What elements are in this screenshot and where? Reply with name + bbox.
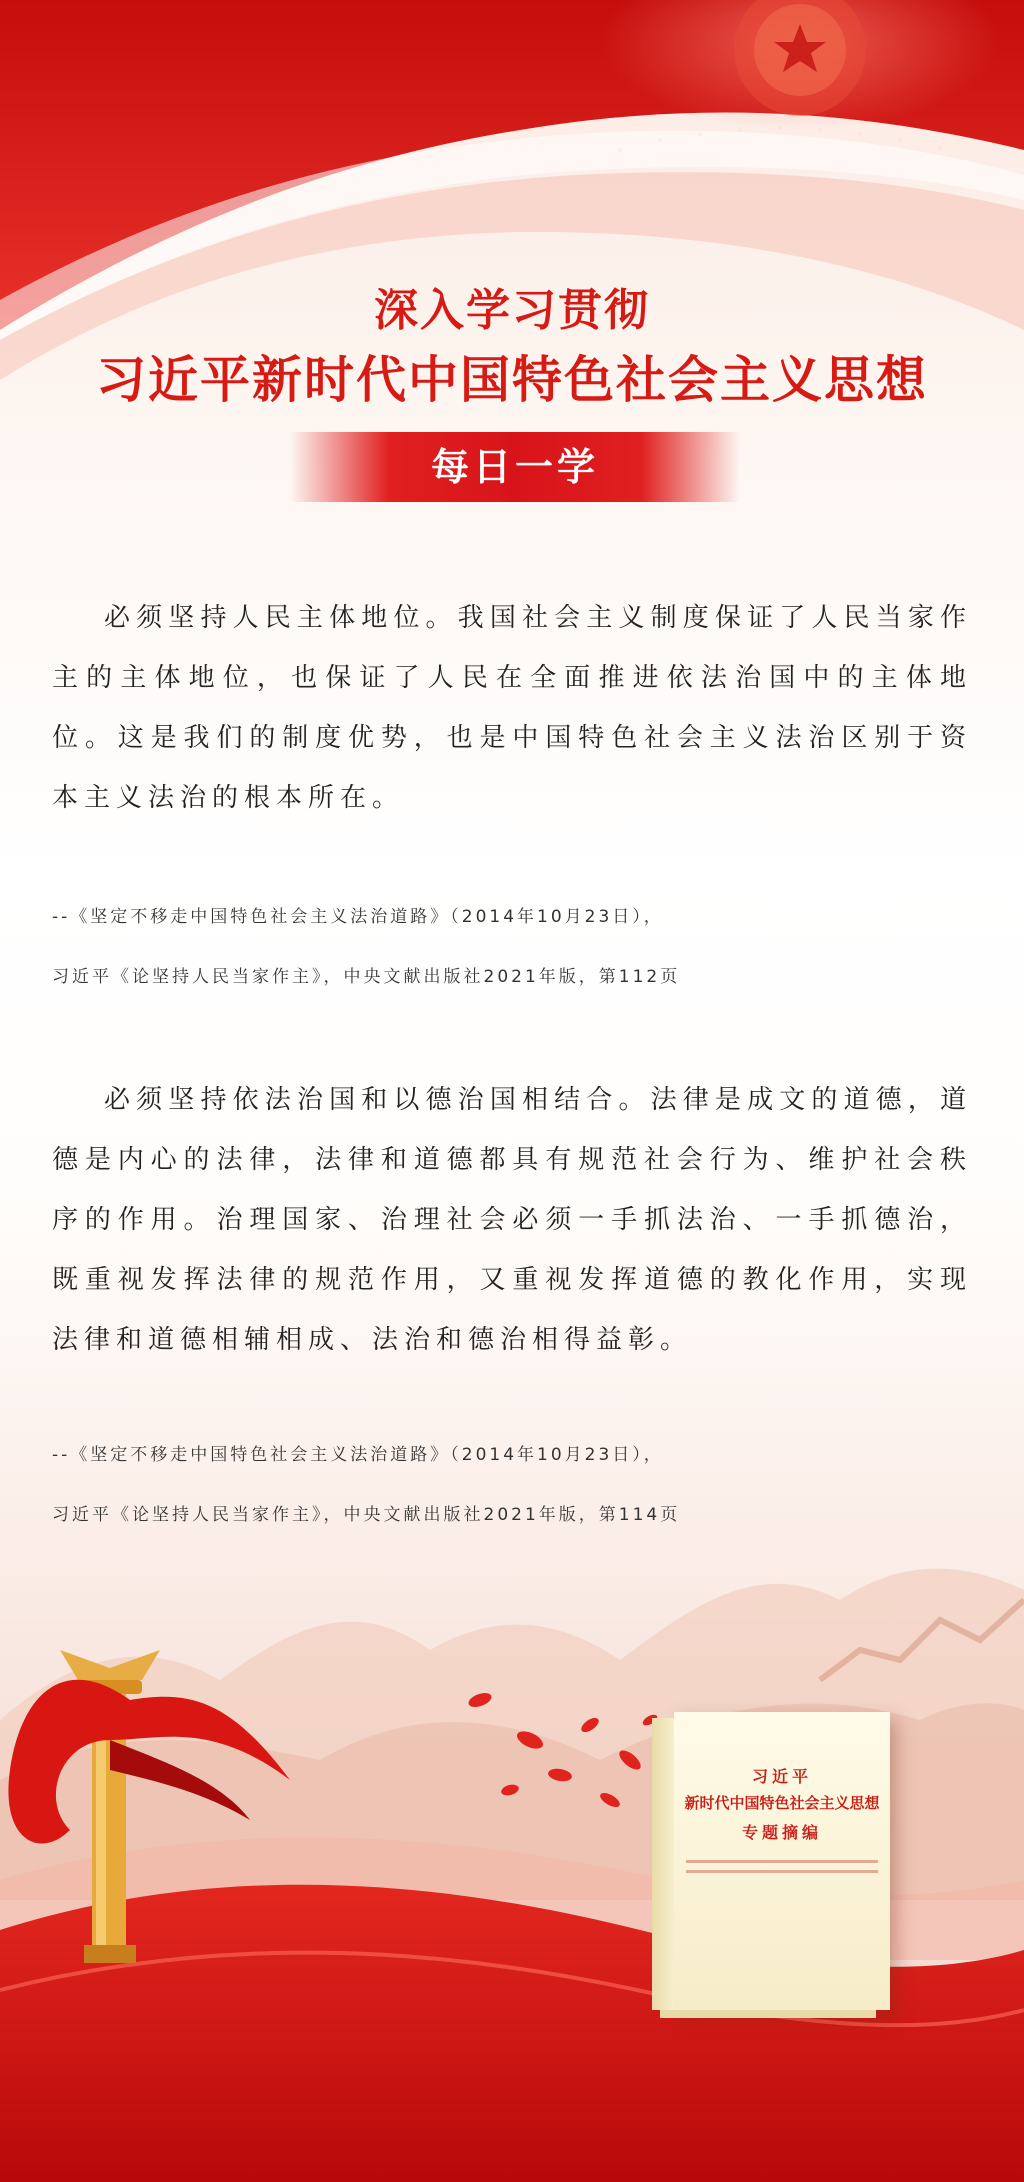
quote-text-1: 必须坚持人民主体地位。我国社会主义制度保证了人民当家作主的主体地位，也保证了人民在全面推进依法治国中的主体地位。这是我们的制度优势，也是中国特色社会主义法治区别于资本主义法治的根本所在。 bbox=[52, 603, 972, 813]
book-title-line3: 专题摘编 bbox=[741, 1823, 822, 1842]
book-publisher-lines bbox=[686, 1860, 878, 1880]
book-title-line1: 习近平 bbox=[751, 1767, 812, 1786]
title-line2: 习近平新时代中国特色社会主义思想 bbox=[96, 350, 928, 409]
book-cover bbox=[674, 1712, 890, 2010]
book-spine bbox=[652, 1718, 674, 2010]
quote-source-1-line2: 习近平《论坚持人民当家作主》，中央文献出版社2021年版，第112页 bbox=[52, 967, 681, 987]
book-title-line2: 新时代中国特色社会主义思想 bbox=[684, 1794, 880, 1812]
daily-study-banner: 每日一学 bbox=[290, 432, 740, 502]
quote-source-2-line1: --《坚定不移走中国特色社会主义法治道路》（2014年10月23日）， bbox=[52, 1445, 664, 1465]
title-line1: 深入学习贯彻 bbox=[374, 285, 650, 336]
quote-source-1-line1: --《坚定不移走中国特色社会主义法治道路》（2014年10月23日）， bbox=[52, 907, 664, 927]
quote-text-2: 必须坚持依法治国和以德治国相结合。法律是成文的道德，道德是内心的法律，法律和道德都具有规范社会行为、维护社会秩序的作用。治理国家、治理社会必须一手抓法治、一手抓德治，既重视发挥法律的规范作用，又重视发挥道德的教化作用，实现法律和道德相辅相成、法治和德治相得益彰。 bbox=[52, 1085, 972, 1355]
quote-source-2-line2: 习近平《论坚持人民当家作主》，中央文献出版社2021年版，第114页 bbox=[52, 1505, 681, 1525]
